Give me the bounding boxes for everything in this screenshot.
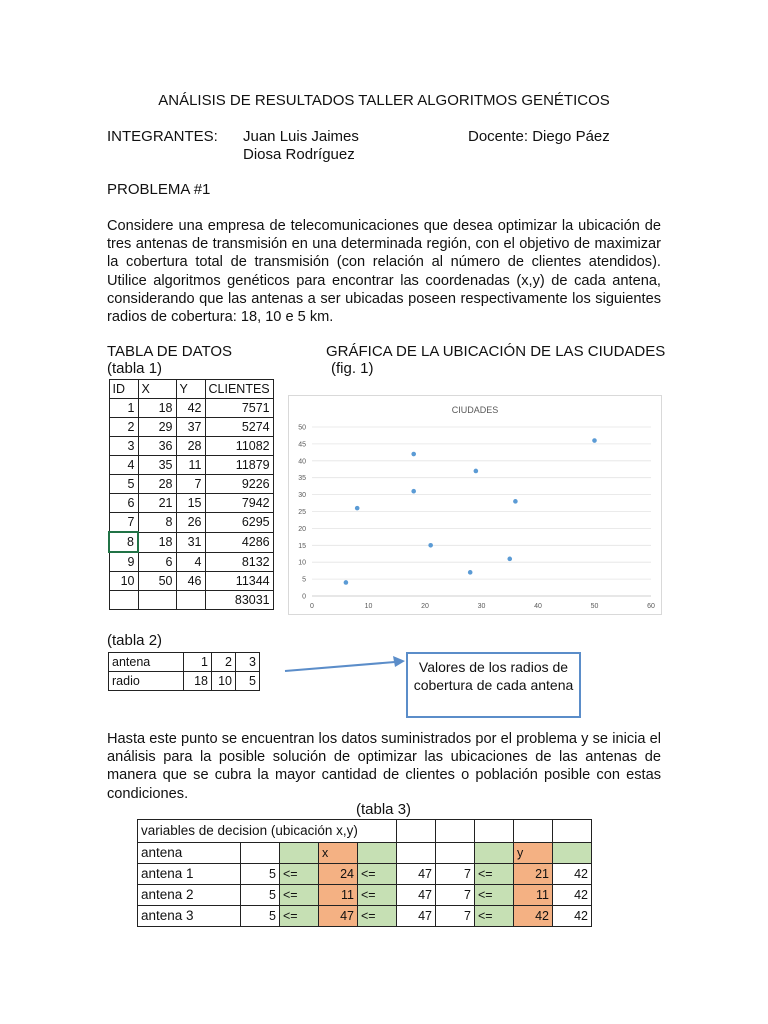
- table-row: [109, 672, 260, 691]
- table-row: [109, 418, 273, 437]
- cell: 35: [138, 456, 176, 475]
- cell: antena 1: [138, 864, 241, 885]
- data-table-2: [108, 652, 260, 691]
- header-cell: X: [138, 380, 176, 399]
- y-tick-label: 50: [298, 424, 306, 432]
- cell: antena 2: [138, 885, 241, 906]
- cell: 42: [553, 885, 592, 906]
- x-tick-label: 10: [364, 603, 373, 610]
- cell: 42: [553, 864, 592, 885]
- cell: 5: [109, 475, 138, 494]
- cell: 11082: [205, 437, 273, 456]
- cell: 5: [241, 906, 280, 927]
- empty-cell: [436, 820, 475, 843]
- table-row: [109, 437, 273, 456]
- cell: 37: [176, 418, 205, 437]
- cell: <=: [280, 906, 319, 927]
- empty-cell: [514, 820, 553, 843]
- cell: 7: [436, 906, 475, 927]
- empty-cell: [397, 843, 436, 864]
- cell: 9: [109, 552, 138, 572]
- cell-selected[interactable]: 8: [109, 532, 138, 552]
- cell: 2: [212, 653, 236, 672]
- scatter-point: [411, 452, 416, 457]
- table-row: [109, 513, 273, 533]
- cell: 7: [176, 475, 205, 494]
- table-row: [138, 885, 592, 906]
- cell: 7571: [205, 399, 273, 418]
- y-tick-label: 35: [298, 475, 306, 483]
- x-tick-label: 60: [647, 603, 655, 610]
- table-row: [109, 653, 260, 672]
- cell: 11: [176, 456, 205, 475]
- cell: 6: [138, 552, 176, 572]
- empty-cell: [241, 843, 280, 864]
- cell: <=: [358, 906, 397, 927]
- x-tick-label: 0: [310, 603, 314, 610]
- cell: <=: [475, 885, 514, 906]
- cell: 6295: [205, 513, 273, 533]
- table-row: [109, 475, 273, 494]
- scatter-chart: [288, 395, 662, 615]
- table-total-row: [109, 591, 273, 610]
- cell: 29: [138, 418, 176, 437]
- tabla1-heading: TABLA DE DATOS: [107, 343, 233, 360]
- y-tick-label: 45: [298, 441, 306, 449]
- empty-cell: [553, 843, 592, 864]
- cell: radio: [109, 672, 184, 691]
- table-row: [109, 572, 273, 591]
- cell: 7942: [205, 494, 273, 513]
- header-cell: ID: [109, 380, 138, 399]
- arrow-icon: [283, 655, 407, 677]
- scatter-point: [474, 469, 479, 474]
- empty-cell: [436, 843, 475, 864]
- cell: 11879: [205, 456, 273, 475]
- cell: 31: [176, 532, 205, 552]
- y-tick-label: 5: [302, 576, 306, 584]
- tabla3-caption: (tabla 3): [356, 801, 412, 818]
- table-row: [109, 532, 273, 552]
- cell: 4: [176, 552, 205, 572]
- cell: 3: [109, 437, 138, 456]
- cell: [109, 591, 138, 610]
- cell: 7: [436, 885, 475, 906]
- callout-box: Valores de los radios de cobertura de cada antena: [406, 652, 581, 718]
- cell: 11: [514, 885, 553, 906]
- scatter-point: [411, 489, 416, 494]
- data-table-1: [108, 379, 274, 610]
- cell: 4: [109, 456, 138, 475]
- table-row: [138, 843, 592, 864]
- problem-paragraph: Considere una empresa de telecomunicaciones que desea optimizar la ubicación de tres antenas de transmisión en una determinada región, con el objetivo de maximizar la cobertura total de transmisión (con relación al número de clientes atendidos). Utilice algoritmos genéticos para encontrar las coordenadas (x,y) de cada antena, considerando que las antenas a ser ubicadas poseen respectivamente los siguientes radios de cobertura: 18, 10 e 5 km.: [107, 218, 661, 326]
- cell: 4286: [205, 532, 273, 552]
- scatter-point: [468, 570, 473, 575]
- cell: 2: [109, 418, 138, 437]
- member-name: Diosa Rodríguez: [243, 146, 355, 163]
- cell: 7: [436, 864, 475, 885]
- y-tick-label: 30: [298, 492, 306, 500]
- cell: 28: [138, 475, 176, 494]
- cell: 9226: [205, 475, 273, 494]
- cell: <=: [475, 906, 514, 927]
- cell: 42: [514, 906, 553, 927]
- cell: 8: [138, 513, 176, 533]
- docente-label: Docente: Diego Páez: [468, 128, 610, 145]
- empty-cell: [553, 820, 592, 843]
- decision-variables-table: [137, 819, 592, 927]
- cell: 1: [109, 399, 138, 418]
- analysis-paragraph: Hasta este punto se encuentran los datos suministrados por el problema y se inicia el análisis para la posible solución de optimizar las ubicaciones de las antenas de manera que se cubra la mayor cantidad de clientes o población posible con estas condiciones.: [107, 731, 661, 802]
- cell: <=: [280, 885, 319, 906]
- cell: 15: [176, 494, 205, 513]
- cell: antena: [109, 653, 184, 672]
- x-tick-label: 30: [477, 603, 486, 610]
- cell: 21: [514, 864, 553, 885]
- scatter-point: [344, 580, 349, 585]
- cell: 42: [176, 399, 205, 418]
- cell: 24: [319, 864, 358, 885]
- cell: 47: [397, 864, 436, 885]
- cell: 18: [138, 399, 176, 418]
- cell: 3: [236, 653, 260, 672]
- cell: 1: [184, 653, 212, 672]
- cell: <=: [280, 864, 319, 885]
- cell: 11: [319, 885, 358, 906]
- cell: [138, 591, 176, 610]
- tabla2-caption: (tabla 2): [107, 632, 163, 649]
- tabla1-caption: (tabla 1): [107, 360, 163, 377]
- cell: 8132: [205, 552, 273, 572]
- cell: antena: [138, 843, 241, 864]
- total-clients-cell: 83031: [205, 591, 273, 610]
- table-row: [109, 494, 273, 513]
- cell: 18: [138, 532, 176, 552]
- header-cell: Y: [176, 380, 205, 399]
- table-row: [109, 456, 273, 475]
- empty-cell: [475, 820, 514, 843]
- cell: 5: [236, 672, 260, 691]
- cell: x: [319, 843, 358, 864]
- cell: 47: [397, 906, 436, 927]
- cell: 42: [553, 906, 592, 927]
- scatter-point: [507, 557, 512, 562]
- cell: y: [514, 843, 553, 864]
- cell: [176, 591, 205, 610]
- chart-heading: GRÁFICA DE LA UBICACIÓN DE LAS CIUDADES: [326, 343, 666, 360]
- y-tick-label: 40: [298, 458, 306, 466]
- cell: 28: [176, 437, 205, 456]
- x-tick-label: 50: [590, 603, 599, 610]
- chart-title: CIUDADES: [451, 405, 499, 415]
- header-cell: CLIENTES: [205, 380, 273, 399]
- y-tick-label: 0: [302, 593, 306, 601]
- cell: 26: [176, 513, 205, 533]
- header-cell: variables de decision (ubicación x,y): [138, 820, 397, 843]
- y-tick-label: 25: [298, 509, 306, 516]
- y-tick-label: 15: [298, 542, 306, 550]
- page-title: ANÁLISIS DE RESULTADOS TALLER ALGORITMOS GENÉTICOS: [158, 92, 610, 109]
- table-row: [138, 906, 592, 927]
- cell: <=: [358, 885, 397, 906]
- cell: 46: [176, 572, 205, 591]
- x-tick-label: 40: [534, 603, 542, 610]
- scatter-point: [592, 438, 597, 443]
- scatter-point: [428, 543, 433, 548]
- integrantes-label: INTEGRANTES:: [107, 128, 218, 145]
- cell: 7: [109, 513, 138, 533]
- scatter-point: [355, 506, 360, 511]
- empty-cell: [475, 843, 514, 864]
- table-header-row: [109, 380, 273, 399]
- cell: 21: [138, 494, 176, 513]
- cell: 5274: [205, 418, 273, 437]
- scatter-point: [513, 499, 518, 504]
- cell: 11344: [205, 572, 273, 591]
- chart-caption: (fig. 1): [331, 360, 374, 377]
- empty-cell: [358, 843, 397, 864]
- cell: 50: [138, 572, 176, 591]
- cell: <=: [475, 864, 514, 885]
- cell: antena 3: [138, 906, 241, 927]
- cell: 47: [319, 906, 358, 927]
- cell: 10: [212, 672, 236, 691]
- empty-cell: [280, 843, 319, 864]
- cell: 10: [109, 572, 138, 591]
- y-tick-label: 10: [298, 559, 306, 567]
- member-name: Juan Luis Jaimes: [243, 128, 359, 145]
- cell: 36: [138, 437, 176, 456]
- cell: 47: [397, 885, 436, 906]
- problem-heading: PROBLEMA #1: [107, 181, 211, 198]
- y-tick-label: 20: [298, 525, 306, 533]
- cell: 18: [184, 672, 212, 691]
- table-row: [109, 399, 273, 418]
- cell: 5: [241, 864, 280, 885]
- cell: 6: [109, 494, 138, 513]
- cell: 5: [241, 885, 280, 906]
- table-header-row: [138, 820, 592, 843]
- table-row: [138, 864, 592, 885]
- cell: <=: [358, 864, 397, 885]
- x-tick-label: 20: [421, 603, 429, 610]
- empty-cell: [397, 820, 436, 843]
- table-row: [109, 552, 273, 572]
